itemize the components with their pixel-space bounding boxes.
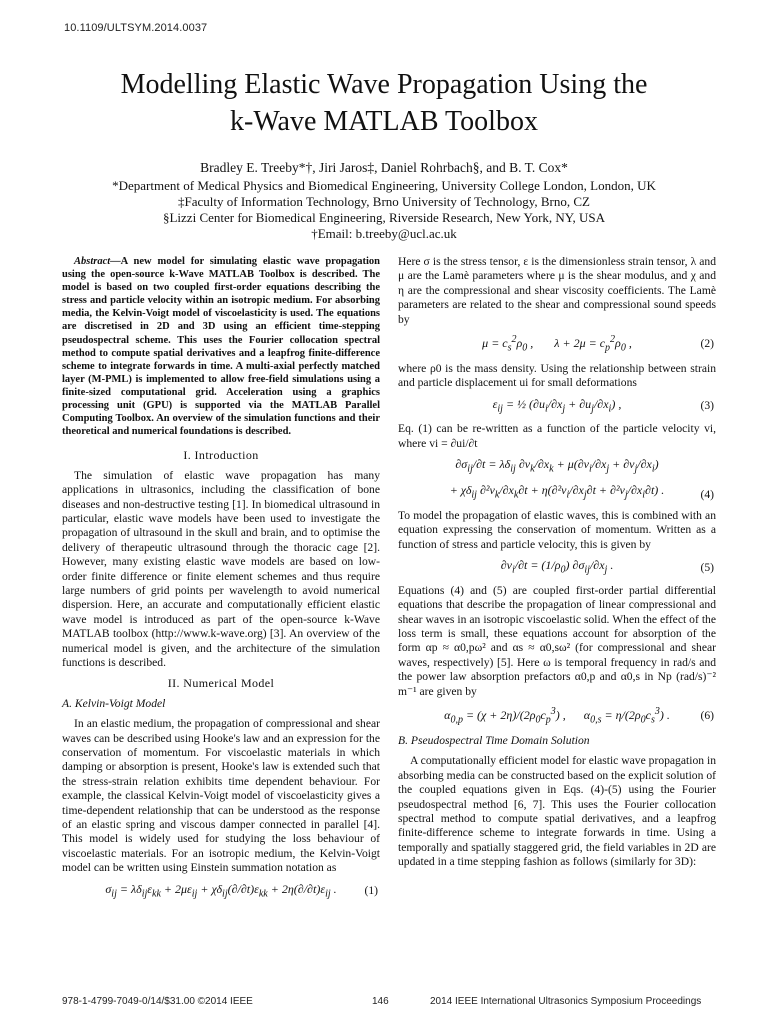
equation-4: $\partial\sigma_{ij}/\partial t = \lambda\delta_{ij}$ $\partial v_k/\partial x_k + \mu(\partial v_i/\partial x_j + \partial v_j/\partial x_i)$ + $\chi\delta_{ij}$ $\partial^2v_k/\partial x_k\partial t + \eta(\partial^2v_i/\partial x_j\partial t + \partial^2v_j/\partial x_i\partial t)$ . (4) [449, 457, 714, 502]
footer-page-number: 146 [372, 996, 389, 1007]
density-paragraph: where ρ0 is the mass density. Using the relationship between strain and particle displacement ui for small deformations [398, 361, 716, 390]
pstd-paragraph: A computationally efficient model for elastic wave propagation in absorbing media can be constructed based on the explicit solution of the coupled equations given in Eqs. (4)-(5) using the Fourier pseudospectral method [6, 7]. This uses the Fourier collocation spectral method to compute spatial derivatives, and a leapfrog finite-difference scheme to integrate forwards in time. Using a temporally and spatially staggered grid, the field variables in 2D are updated in a time stepping fashion as follows (similarly for 3D): [398, 754, 716, 869]
doi-label: 10.1109/ULTSYM.2014.0037 [64, 22, 208, 34]
equation-2: $\mu = c_s^2\rho_0$ , $\lambda + 2\mu = c_p^2\rho_0$ , (2) [482, 334, 714, 354]
equation-2-number: (2) [700, 337, 714, 351]
kelvin-voigt-paragraph: In an elastic medium, the propagation of compressional and shear waves can be described using Hooke's law and an expression for the conservation of momentum. For viscoelastic materials in which damping or absorption is present, Hooke's law is extended such that the stress-strain relation exhibits time dependent behaviour. For example, the classical Kelvin-Voigt model of viscoelasticity gives a time-dependent relationship that can be understood as the response of an elastic spring and viscous damper connected in parallel [4]. This model is widely used for studying the loss behaviour of viscoelastic materials. For an isotropic medium, the Kelvin-Voigt model can be written using Einstein summation notation as [62, 717, 380, 875]
equation-1-number: (1) [364, 884, 378, 898]
affiliation-1: *Department of Medical Physics and Biomedical Engineering, University College London, London, UK [112, 178, 656, 193]
right-column [398, 255, 716, 876]
subsection-heading-pstd: B. Pseudospectral Time Domain Solution [398, 733, 590, 747]
equation-6: $\alpha_{0,p} = (\chi + 2\eta)/(2\rho_0c_p^3)$ , $\alpha_{0,s} = \eta/(2\rho_0c_s^3)$ . (6) [444, 706, 714, 726]
equation-6-number: (6) [700, 709, 714, 723]
abstract-lead: Abstract [74, 256, 111, 267]
equation-3-number: (3) [700, 399, 714, 413]
subsection-heading-kelvin-voigt: A. Kelvin-Voigt Model [62, 696, 166, 710]
stress-tensor-paragraph: Here σ is the stress tensor, ε is the dimensionless strain tensor, λ and μ are the Lamè parameters where μ is the shear modulus, and χ and η are the compressional and shear viscosity coefficients. The Lamè parameters are related to the shear and compressional sound speeds by [398, 255, 716, 326]
equation-5-number: (5) [700, 560, 714, 574]
footer-isbn: 978-1-4799-7049-0/14/$31.00 ©2014 IEEE [62, 996, 253, 1007]
coupled-equations-paragraph: Equations (4) and (5) are coupled first-order partial differential equations that describe the propagation of linear compressional and shear waves in an isotropic viscoelastic solid. When the effect of the loss term is small, these equations account for absorption of the form αp ≈ α0,pω² and αs ≈ α0,sω² (for compressional and shear waves, respectively) [5]. Here ω is temporal frequency in rad/s and the power law absorption prefactors α0,p and α0,s in Np (rad/s)⁻² m⁻¹ are given by [398, 583, 716, 698]
section-heading-numerical-model: II. Numerical Model [167, 676, 275, 691]
left-column [62, 255, 380, 907]
velocity-paragraph: Eq. (1) can be re-written as a function of the particle velocity vi, where vi = ∂ui/∂t [398, 422, 716, 450]
abstract [62, 255, 380, 438]
author-email: †Email: b.treeby@ucl.ac.uk [311, 226, 457, 241]
equation-5: $\partial v_i/\partial t = (1/\rho_0)$ $\partial\sigma_{ij}/\partial x_j$ . (5) [500, 558, 714, 576]
affiliation-3: §Lizzi Center for Biomedical Engineering, Riverside Research, New York, NY, USA [162, 210, 606, 225]
paper-title [40, 66, 728, 140]
author-block [40, 160, 728, 242]
footer-proceedings: 2014 IEEE International Ultrasonics Symposium Proceedings [430, 996, 702, 1007]
section-heading-introduction: I. Introduction [183, 448, 259, 463]
title-line-2: k-Wave MATLAB Toolbox [230, 106, 538, 137]
momentum-paragraph: To model the propagation of elastic waves, this is combined with an equation expressing the conservation of momentum. Written as a function of stress and particle velocity, this is given by [398, 508, 716, 551]
abstract-text: —A new model for simulating elastic wave propagation using the open-source k-Wave MATLAB Toolbox is described. The model is based on two coupled first-order equations describing the stress and particle velocity within an isotropic medium. For absorbing media, the Kelvin-Voigt model of viscoelasticity is used. The equations are discretised in 2D and 3D using an efficient time-stepping pseudospectral scheme. This uses the Fourier collocation spectral method to compute spatial derivatives and a leapfrog finite-difference scheme to integrate forwards in time. A multi-axial perfectly matched layer (M-PML) is implemented to allow free-field simulations using a finite-sized computational grid. Acceleration using a graphics processing unit (GPU) is supported via the MATLAB Parallel Computing Toolbox. An overview of the simulation functions and their theoretical and numerical foundations is described. [62, 256, 380, 438]
equation-3: $\varepsilon_{ij}$ = ½ $(\partial u_i/\partial x_j + \partial u_j/\partial x_i)$ , (3) [492, 396, 714, 415]
equation-4-number: (4) [700, 488, 714, 502]
equation-1: $\sigma_{ij} = \lambda\delta_{ij}\varepsilon_{kk} + 2\mu\varepsilon_{ij} + \chi\delta_{ij}(\partial/\partial t)\varepsilon_{kk} + 2\eta(\partial/\partial t)\varepsilon_{ij}$ . (1) [105, 881, 378, 900]
title-line-1: Modelling Elastic Wave Propagation Using the [120, 69, 648, 100]
affiliation-2: ‡Faculty of Information Technology, Brno University of Technology, Brno, CZ [178, 194, 590, 209]
intro-paragraph: The simulation of elastic wave propagation has many applications in ultrasonics, including the classification of bone diseases and non-destructive testing [1]. In biomedical ultrasound in particular, elastic wave models have been used to investigate the propagation of ultrasound in the skull and brain, and to optimise the delivery of therapeutic ultrasound through the thoracic cage [2]. However, many existing elastic wave models are based on low-order finite difference or finite element schemes and thus require large numbers of grid points per wavelength to avoid numerical dispersion. Here, an accurate and computationally efficient elastic wave model is introduced as part of the open-source k-Wave MATLAB toolbox (http://www.k-wave.org) [3]. An overview of the numerical model is given, and the architecture of the simulation functions is described. [62, 468, 380, 669]
author-names: Bradley E. Treeby*†, Jiri Jaros‡, Daniel Rohrbach§, and B. T. Cox* [200, 160, 568, 175]
